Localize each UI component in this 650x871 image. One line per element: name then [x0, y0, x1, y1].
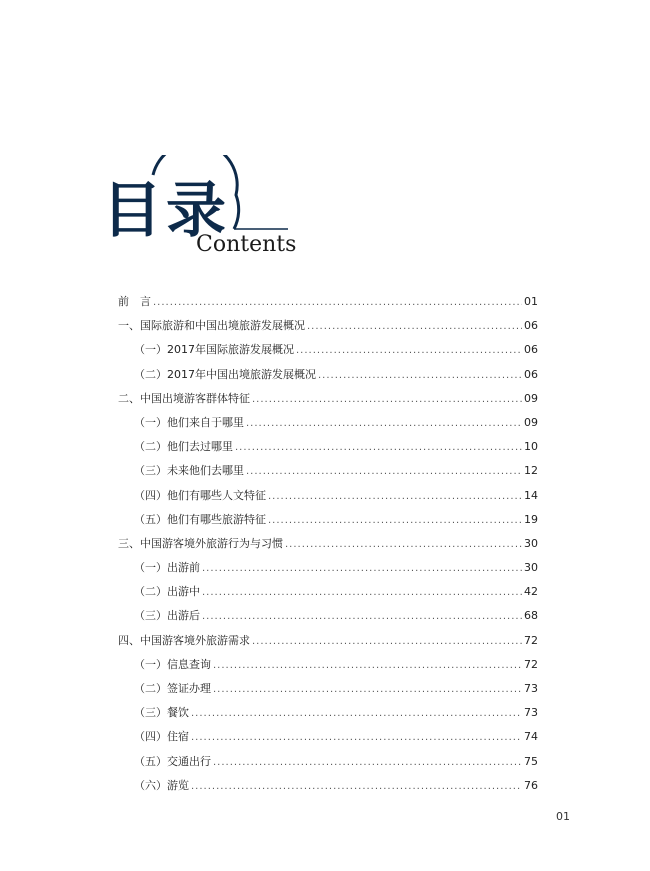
toc-entry-page: 30: [524, 561, 538, 575]
toc-dot-leader: [252, 636, 522, 647]
toc-entry-label: 一、国际旅游和中国出境旅游发展概况: [118, 319, 305, 333]
toc-dot-leader: [268, 515, 522, 526]
toc-entry-page: 19: [524, 512, 538, 526]
toc-entry-label: （五）交通出行: [134, 754, 211, 768]
toc-entry[interactable]: [118, 462, 538, 486]
toc-entry-label: （六）游览: [134, 778, 189, 792]
toc-entry[interactable]: [118, 607, 538, 631]
toc-dot-leader: [285, 539, 522, 550]
toc-dot-leader: [246, 466, 522, 477]
toc-entry[interactable]: [118, 559, 538, 583]
toc-entry[interactable]: [118, 632, 538, 656]
toc-dot-leader: [191, 732, 522, 743]
toc-dot-leader: [213, 660, 522, 671]
toc-entry-page: 06: [524, 319, 538, 333]
toc-entry-label: （三）餐饮: [134, 706, 189, 720]
toc-entry-label: （二）他们去过哪里: [134, 440, 233, 454]
toc-entry-label: （二）2017年中国出境旅游发展概况: [134, 367, 316, 381]
toc-dot-leader: [235, 442, 522, 453]
toc-dot-leader: [213, 757, 522, 768]
toc-entry-label: （三）出游后: [134, 609, 200, 623]
toc-entry[interactable]: [118, 656, 538, 680]
toc-entry-page: 30: [524, 536, 538, 550]
toc-entry[interactable]: [118, 777, 538, 801]
toc-entry-page: 73: [524, 682, 538, 695]
toc-title-chinese: 目录: [102, 176, 230, 246]
toc-dot-leader: [252, 394, 522, 405]
toc-entry-page: 68: [524, 609, 538, 623]
toc-dot-leader: [296, 345, 522, 356]
toc-entry-page: 76: [524, 778, 538, 792]
toc-entry[interactable]: [118, 438, 538, 462]
toc-entry[interactable]: [118, 390, 538, 414]
toc-entry[interactable]: [118, 487, 538, 511]
toc-title-english: Contents: [196, 232, 297, 257]
toc-entry[interactable]: [118, 535, 538, 559]
toc-dot-leader: [318, 370, 522, 381]
toc-entry-page: 06: [524, 367, 538, 381]
toc-entry-label: （一）信息查询: [134, 657, 211, 671]
toc-entry-label: （一）他们来自于哪里: [134, 415, 244, 429]
toc-entry[interactable]: [118, 317, 538, 341]
toc-entry-page: 09: [524, 415, 538, 429]
toc-entry-page: 14: [524, 488, 538, 502]
table-of-contents: [118, 293, 538, 801]
toc-dot-leader: [307, 321, 522, 332]
toc-entry-page: 09: [524, 391, 538, 405]
toc-entry-page: 72: [524, 657, 538, 671]
toc-entry-label: （一）出游前: [134, 561, 200, 575]
toc-entry[interactable]: [118, 704, 538, 728]
toc-entry-page: 74: [524, 730, 538, 744]
toc-dot-leader: [153, 297, 522, 308]
toc-entry[interactable]: [118, 293, 538, 317]
toc-entry-label: 二、中国出境游客群体特征: [118, 391, 250, 405]
toc-dot-leader: [202, 611, 522, 622]
toc-entry-label: （二）签证办理: [134, 682, 211, 695]
toc-entry[interactable]: [118, 728, 538, 752]
toc-dot-leader: [191, 781, 522, 792]
toc-entry-label: 四、中国游客境外旅游需求: [118, 633, 250, 647]
toc-entry[interactable]: [118, 753, 538, 777]
toc-dot-leader: [246, 418, 522, 429]
toc-entry[interactable]: [118, 366, 538, 390]
toc-dot-leader: [202, 587, 522, 598]
page-number: 01: [556, 810, 570, 823]
toc-entry-label: （一）2017年国际旅游发展概况: [134, 343, 294, 357]
toc-entry[interactable]: [118, 511, 538, 535]
toc-entry[interactable]: [118, 414, 538, 438]
toc-dot-leader: [202, 563, 522, 574]
toc-entry-page: 12: [524, 464, 538, 478]
toc-dot-leader: [268, 491, 522, 502]
toc-entry[interactable]: [118, 341, 538, 365]
toc-dot-leader: [213, 684, 522, 695]
toc-entry-page: 10: [524, 440, 538, 454]
toc-entry-page: 01: [524, 295, 538, 308]
toc-entry-label: （二）出游中: [134, 585, 200, 599]
toc-entry-label: 三、中国游客境外旅游行为与习惯: [118, 536, 283, 550]
toc-title-block: [98, 155, 298, 265]
toc-entry-label: （五）他们有哪些旅游特征: [134, 512, 266, 526]
toc-dot-leader: [191, 708, 522, 719]
toc-entry-label: （三）未来他们去哪里: [134, 464, 244, 478]
toc-entry-page: 06: [524, 343, 538, 357]
toc-entry-page: 72: [524, 633, 538, 647]
toc-entry-page: 42: [524, 585, 538, 599]
toc-entry-page: 73: [524, 706, 538, 720]
toc-entry-label: （四）住宿: [134, 730, 189, 744]
toc-entry[interactable]: [118, 583, 538, 607]
toc-entry-page: 75: [524, 754, 538, 768]
toc-entry[interactable]: [118, 680, 538, 704]
toc-entry-label: （四）他们有哪些人文特征: [134, 488, 266, 502]
toc-entry-label: 前 言: [118, 295, 151, 308]
